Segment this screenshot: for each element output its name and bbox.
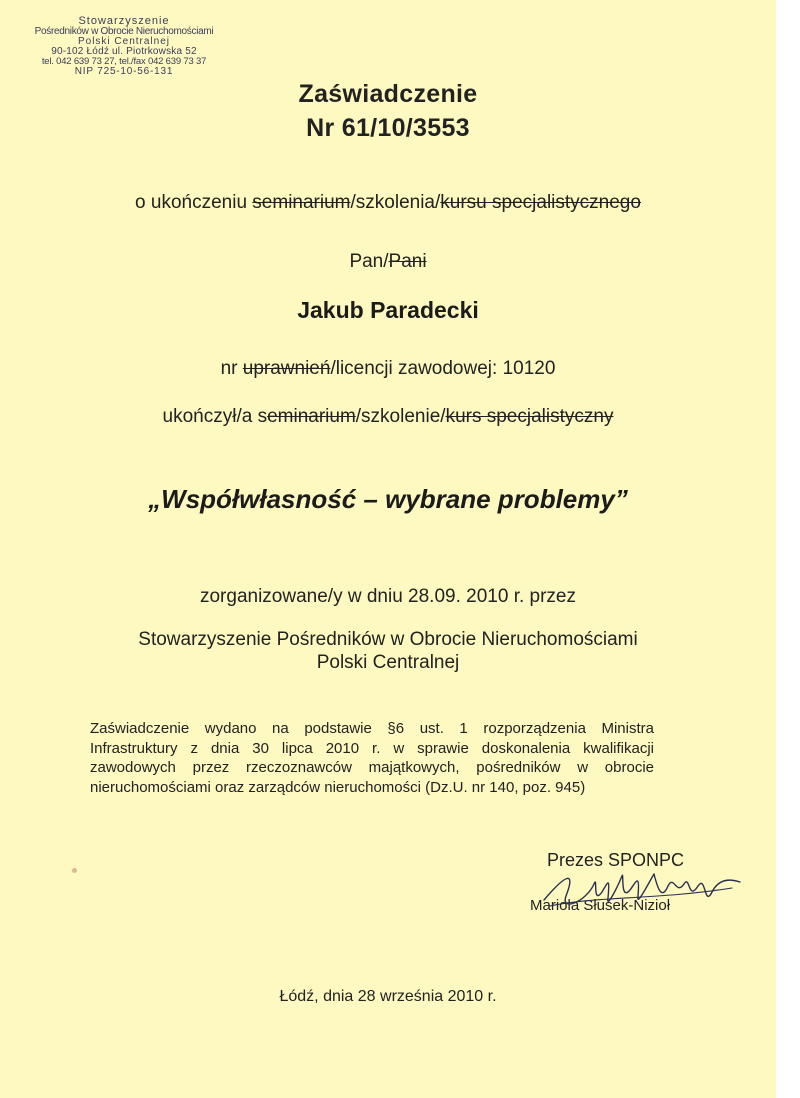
recipient-name: Jakub Paradecki [297,297,479,323]
stamp-line-2: Pośredników w Obrocie Nieruchomościami [34,26,214,37]
struck-option-qualification: uprawnień [242,358,331,379]
handwritten-signature [536,856,746,920]
licence-prefix: nr [220,358,243,379]
stamp-line-5: tel. 042 639 73 27, tel./fax 042 639 73 37 [41,56,207,67]
selected-option-training-2: /szkolenie/ [355,406,446,427]
struck-option-course-2: kurs specjalistyczny [445,406,614,427]
organized-date-line: zorganizowane/y w dniu 28.09. 2010 r. przez [199,586,576,607]
signatory-title: Prezes SPONPC [547,850,685,870]
struck-option-seminar: seminarium [252,192,351,213]
training-topic: „Współwłasność – wybrane problemy” [148,484,628,514]
organization-stamp [34,16,214,77]
licence-number-text: /licencji zawodowej: 10120 [330,358,556,379]
struck-option-course: kursu specjalistycznego [440,192,641,213]
struck-option-seminar-2: eminarium [267,406,356,427]
signatory-name: Mariola Słusek-Nizioł [530,897,671,914]
stamp-line-1: Stowarzyszenie [78,15,170,27]
paper-speck [72,868,77,873]
stamp-line-6: NIP 725-10-56-131 [74,65,174,77]
salutation-kept: Pan/ [349,251,389,272]
course-prefix: o ukończeniu [135,192,253,213]
completed-line [0,406,776,428]
organizer-line-2: Polski Centralnej [316,652,460,673]
organizer-line-1: Stowarzyszenie Pośredników w Obrocie Nieruchomościami [138,629,638,650]
document-title: Zaświadczenie [298,80,478,108]
legal-basis-paragraph: Zaświadczenie wydano na podstawie §6 ust. 1 rozporządzenia Ministra Infrastruktury z dnia 30 lipca 2010 r. w sprawie doskonalenia kwalifikacji zawodowych przez rzeczoznawców majątkowych, pośredników w obrocie nieruchomościami oraz zarządców nieruchomości (Dz.U. nr 140, poz. 945) [90,720,654,796]
place-and-date: Łódź, dnia 28 września 2010 r. [279,988,497,1005]
course-type-line [0,192,776,214]
licence-line [0,358,776,380]
salutation-line [0,251,776,273]
certificate-number: Nr 61/10/3553 [306,114,470,142]
stamp-line-4: 90-102 Łódź ul. Piotrkowska 52 [51,46,197,57]
scan-margin [776,0,800,1098]
completed-prefix: ukończył/a s [162,406,268,427]
salutation-struck: Pani [388,251,427,272]
stamp-line-3: Polski Centralnej [77,36,171,47]
selected-option-training: /szkolenia/ [350,192,441,213]
